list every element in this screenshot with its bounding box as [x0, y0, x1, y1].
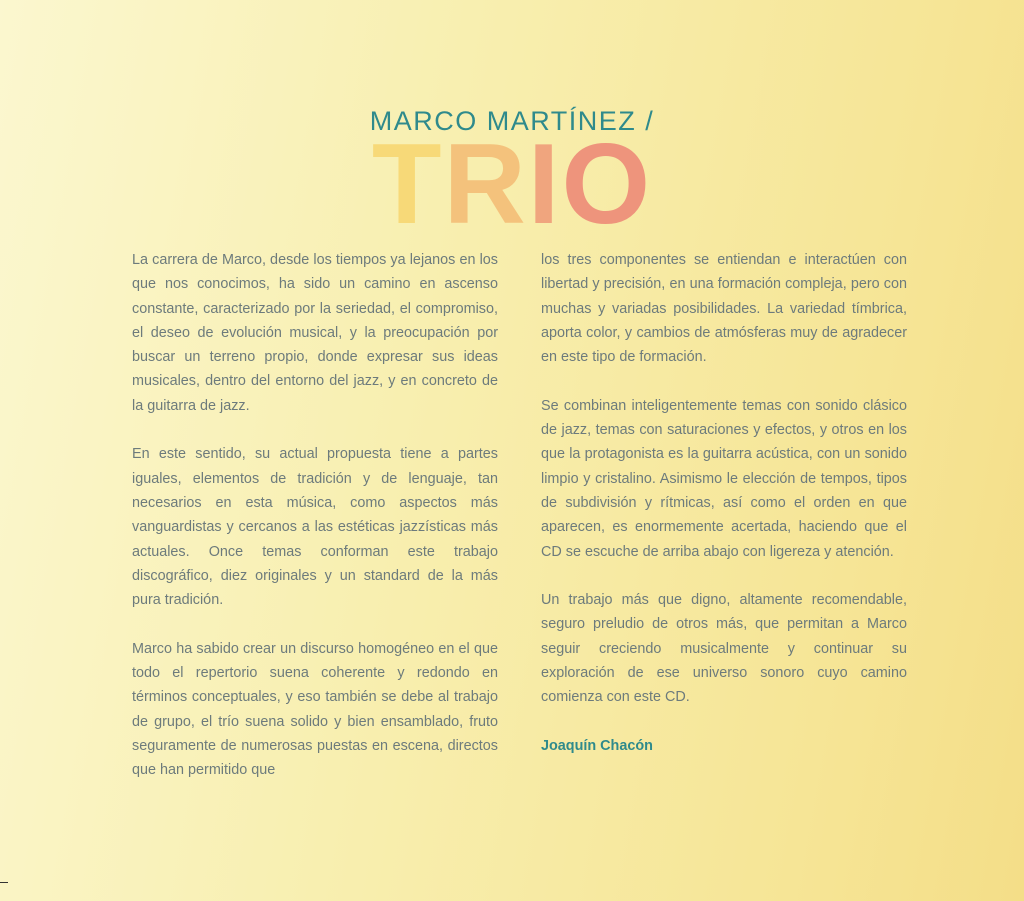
paragraph: Se combinan inteligentemente temas con sonido clásico de jazz, temas con saturaciones y efectos, y otros en los que la protagonista es la guitarra acústica, con un sonido limpio y cristalino. Asimismo le elección de tempos, tipos de subdivisión y rítmicas, así como el orden en que aparecen, es enormemente acertada, haciendo que el CD se escuche de arriba abajo con ligereza y atención.	[541, 397, 907, 560]
artist-subtitle: MARCO MARTÍNEZ /	[369, 106, 655, 136]
title-letter-o: O	[561, 121, 653, 248]
title-letter-t: T	[371, 121, 444, 248]
title-letter-i: I	[527, 121, 562, 248]
crop-mark	[0, 882, 8, 883]
paragraph: La carrera de Marco, desde los tiempos ya lejanos en los que nos conocimos, ha sido un camino en ascenso constante, caracterizado por la seriedad, el compromiso, el deseo de evolución musical, y la preocupación por buscar un terreno propio, donde expresar sus ideas musicales, dentro del entorno del jazz, y en concreto de la guitarra de jazz.	[132, 252, 498, 414]
paragraph: Marco ha sabido crear un discurso homogéneo en el que todo el repertorio suena coherente y redondo en términos conceptuales, y eso también se debe al trabajo de grupo, el trío suena solido y bien ensamblado, fruto seguramente de numerosas puestas en escena, directos que han permitido que	[132, 640, 498, 779]
paragraph: Un trabajo más que digno, altamente recomendable, seguro preludio de otros más, que permitan a Marco seguir creciendo musicalmente y continuar su exploración de ese universo sonoro cuyo camino comienza con este CD.	[541, 592, 907, 706]
right-text-column	[541, 248, 907, 783]
author-signature: Joaquín Chacón	[541, 737, 653, 754]
title-letter-r: R	[443, 121, 528, 248]
paragraph: los tres componentes se entiendan e interactúen con libertad y precisión, en una formación compleja, pero con muchas y variadas posibilidades. La variedad tímbrica, aporta color, y cambios de atmósferas muy de agradecer en este tipo de formación.	[541, 252, 907, 366]
left-text-column	[132, 248, 498, 807]
paragraph: En este sentido, su actual propuesta tiene a partes iguales, elementos de tradición y de lenguaje, tan necesarios en esta música, como aspectos más vanguardistas y cercanos a las estéticas jazzísticas más actuales. Once temas conforman este trabajo discográfico, diez originales y un standard de la más pura tradición.	[132, 446, 498, 609]
